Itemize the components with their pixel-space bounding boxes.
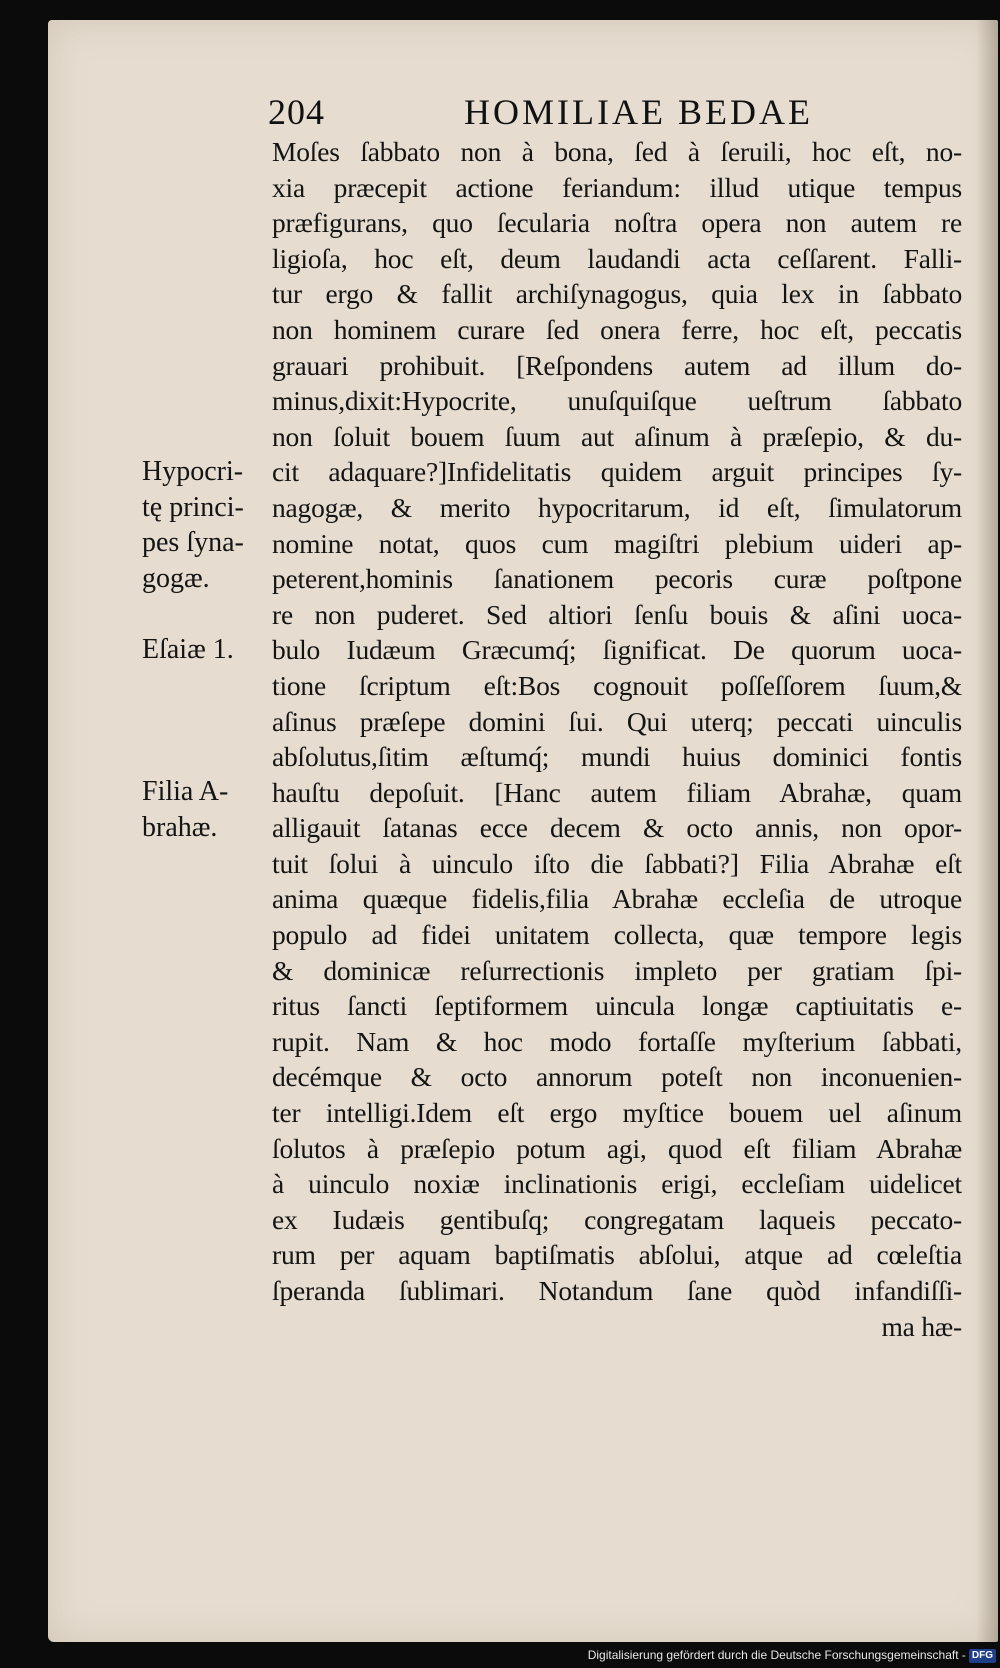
text-line: & dominicæ reſurrectionis impleto per gratiam ſpi- bbox=[272, 954, 962, 986]
text-line: ſperanda ſublimari. Notandum ſane quòd infandiſſi- bbox=[272, 1275, 962, 1306]
text-line: populo ad fidei unitatem collecta, quæ tempore legis bbox=[272, 919, 962, 951]
text-line: à uinculo noxiæ inclinationis erigi, eccleſiam uidelicet bbox=[272, 1168, 962, 1200]
text-line: peterent,hominis ſanationem pecoris curæ poſtpone bbox=[272, 563, 962, 595]
margin-note-line: gogæ. bbox=[142, 562, 210, 594]
margin-note-line: pes ſyna- bbox=[142, 527, 244, 559]
text-line: nagogæ, & merito hypocritarum, id eſt, ſimulatorum bbox=[272, 491, 962, 523]
text-line: non ſoluit bouem ſuum aut aſinum à præſepio, & du- bbox=[272, 420, 962, 452]
margin-note-line: Hypocri- bbox=[142, 456, 244, 487]
running-title: HOMILIAE BEDAE bbox=[464, 92, 813, 132]
page-number: 204 bbox=[268, 92, 325, 132]
text-line: minus,dixit:Hypocrite, unuſquiſque ueſtrum ſabbato bbox=[272, 385, 962, 417]
margin-note-esaiae bbox=[142, 632, 270, 668]
text-line: aſinus præſepe domini ſui. Qui uterq; peccati uinculis bbox=[272, 705, 962, 737]
text-line: bulo Iudæum Græcumq́; ſignificat. De quorum uoca- bbox=[272, 634, 962, 666]
text-line: ma hæ- bbox=[881, 1310, 962, 1342]
text-line: tuit ſolui à uinculo iſto die ſabbati?] Filia Abrahæ eſt bbox=[272, 847, 962, 879]
margin-note-line: Eſaiæ 1. bbox=[142, 634, 234, 665]
text-line: ter intelligi.Idem eſt ergo myſtice bouem uel aſinum bbox=[272, 1097, 962, 1129]
digitization-credit bbox=[588, 1644, 996, 1666]
text-line: alligauit ſatanas ecce decem & octo annis, non opor- bbox=[272, 812, 962, 844]
text-line: grauari prohibuit. [Reſpondens autem ad illum do- bbox=[272, 349, 962, 381]
credit-text: Digitalisierung gefördert durch die Deutsche Forschungsgemeinschaft - bbox=[587, 1648, 966, 1662]
text-line: ex Iudæis gentibuſq; congregatam laqueis peccato- bbox=[272, 1203, 962, 1235]
text-line: ritus ſancti ſeptiformem uincula longæ captiuitatis e- bbox=[272, 990, 962, 1022]
text-line: rupit. Nam & hoc modo fortaſſe myſterium ſabbati, bbox=[272, 1025, 962, 1057]
margin-note-line: tę princi- bbox=[142, 491, 244, 523]
text-line: decémque & octo annorum poteſt non inconuenien- bbox=[272, 1061, 962, 1093]
text-line: cit adaquare?]Infidelitatis quidem arguit principes ſy- bbox=[272, 456, 962, 488]
page-header bbox=[268, 90, 828, 134]
text-line: Moſes ſabbato non à bona, ſed à ſeruili, hoc eſt, no- bbox=[272, 136, 962, 167]
margin-note-filia-abrahae bbox=[142, 774, 270, 845]
text-line: ſolutos à præſepio potum agi, quod eſt filiam Abrahæ bbox=[272, 1132, 962, 1164]
text-line: rum per aquam baptiſmatis abſolui, atque ad cœleſtia bbox=[272, 1239, 962, 1271]
text-line: non hominem curare ſed onera ferre, hoc eſt, peccatis bbox=[272, 313, 962, 345]
margin-note-line: brahæ. bbox=[142, 811, 218, 843]
text-line: nomine notat, quos cum magiſtri plebium uideri ap- bbox=[272, 527, 962, 559]
text-line: præfigurans, quo ſecularia noſtra opera non autem re bbox=[272, 207, 962, 239]
text-line: re non puderet. Sed altiori ſenſu bouis & aſini uoca- bbox=[272, 598, 962, 630]
text-line: tur ergo & fallit archiſynagogus, quia lex in ſabbato bbox=[272, 278, 962, 310]
text-line: abſolutus,ſitim æſtumq́; mundi huius dominici fontis bbox=[272, 741, 962, 773]
dfg-logo: DFG bbox=[969, 1649, 996, 1663]
margin-note-hypocritae bbox=[142, 454, 270, 596]
text-line: anima quæque fidelis,filia Abrahæ eccleſia de utroque bbox=[272, 883, 962, 915]
text-line: hauſtu depoſuit. [Hanc autem filiam Abrahæ, quam bbox=[272, 776, 962, 808]
text-line: ligioſa, hoc eſt, deum laudandi acta ceſſarent. Falli- bbox=[272, 242, 962, 274]
text-line: tione ſcriptum eſt:Bos cognouit poſſeſſorem ſuum,& bbox=[272, 669, 962, 701]
text-line: xia præcepit actione feriandum: illud utique tempus bbox=[272, 171, 962, 203]
margin-note-line: Filia A- bbox=[142, 776, 229, 807]
main-text-block bbox=[272, 134, 962, 1344]
